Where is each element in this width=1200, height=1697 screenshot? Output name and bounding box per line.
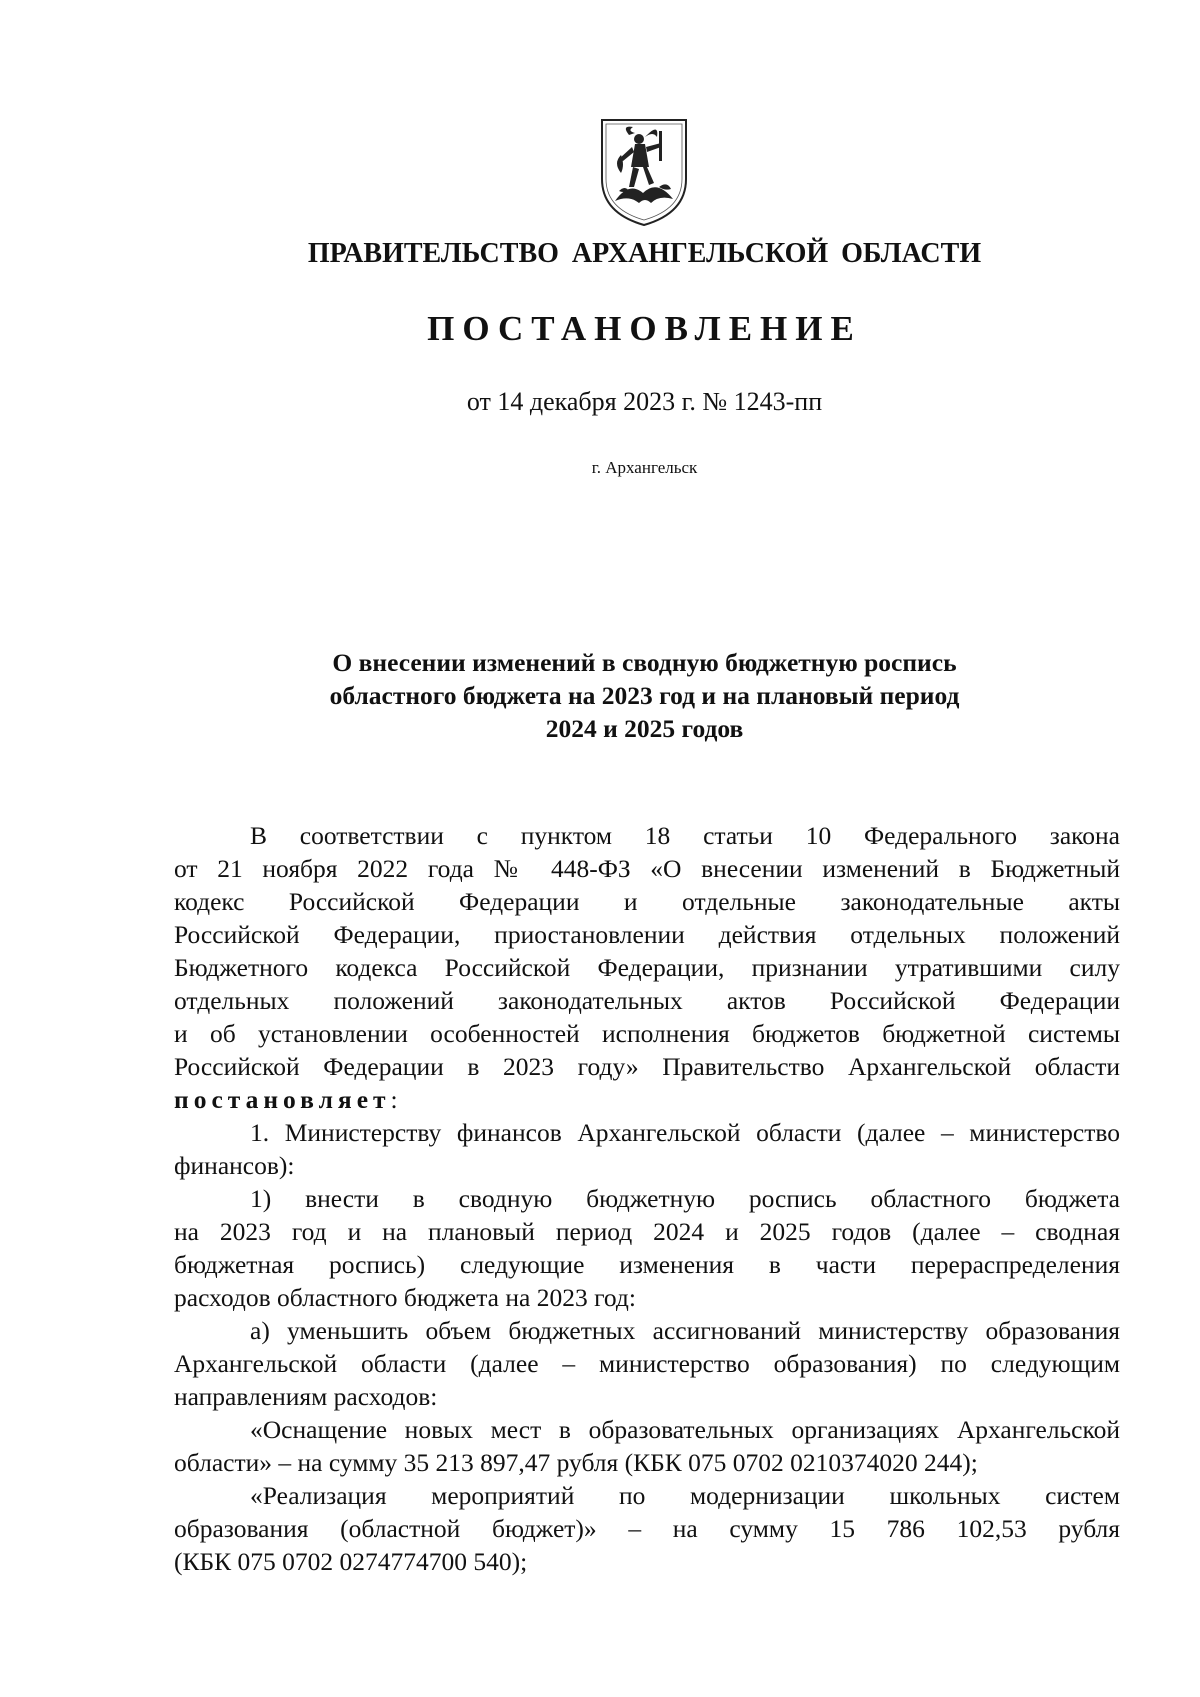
body-line: финансов): <box>174 1151 295 1180</box>
body-line: направлениям расходов: <box>174 1382 438 1411</box>
body-line: 1. Министерству финансов Архангельской области (далее – министерство <box>250 1118 1120 1147</box>
body-line: «Оснащение новых мест в образовательных организациях Архангельской <box>250 1415 1120 1444</box>
body-line: Бюджетного кодекса Российской Федерации, признании утратившими силу <box>174 953 1120 982</box>
body-line: Российской Федерации в 2023 году» Правительство Архангельской области <box>174 1052 1120 1081</box>
body-line: на 2023 год и на плановый период 2024 и 2025 годов (далее – сводная <box>174 1217 1120 1246</box>
body-line: а) уменьшить объем бюджетных ассигнований министерству образования <box>250 1316 1120 1345</box>
body-line: кодекс Российской Федерации и отдельные законодательные акты <box>174 887 1120 916</box>
body-line: области» – на сумму 35 213 897,47 рубля (КБК 075 0702 0210374020 244); <box>174 1448 978 1477</box>
body-line: Российской Федерации, приостановлении действия отдельных положений <box>174 920 1120 949</box>
organization-name: ПРАВИТЕЛЬСТВО АРХАНГЕЛЬСКОЙ ОБЛАСТИ <box>307 238 982 269</box>
body-line: и об установлении особенностей исполнения бюджетов бюджетной системы <box>174 1019 1120 1048</box>
resolves-colon: : <box>390 1085 398 1114</box>
body-line: 1) внести в сводную бюджетную роспись областного бюджета <box>250 1184 1120 1213</box>
body-line: (КБК 075 0702 0274774700 540); <box>174 1547 528 1576</box>
body-line: от 21 ноября 2022 года № 448-ФЗ «О внесении изменений в Бюджетный <box>174 854 1120 883</box>
title-line: О внесении изменений в сводную бюджетную роспись <box>332 648 957 677</box>
resolves-word: постановляет <box>174 1085 391 1114</box>
title-line: 2024 и 2025 годов <box>545 714 744 743</box>
document-date-number: от 14 декабря 2023 г. № 1243-пп <box>466 387 823 416</box>
document-type: ПОСТАНОВЛЕНИЕ <box>427 309 862 348</box>
arkhangelsk-coat-of-arms-icon <box>599 117 689 228</box>
body-line: «Реализация мероприятий по модернизации школьных систем <box>250 1481 1120 1510</box>
body-line: расходов областного бюджета на 2023 год: <box>174 1283 636 1312</box>
body-line: В соответствии с пунктом 18 статьи 10 Федерального закона <box>250 821 1120 850</box>
body-line: Архангельской области (далее – министерство образования) по следующим <box>174 1349 1120 1378</box>
resolution-line <box>174 1083 1120 1116</box>
title-line: областного бюджета на 2023 год и на плановый период <box>329 681 960 710</box>
body-line: образования (областной бюджет)» – на сумму 15 786 102,53 рубля <box>174 1514 1120 1543</box>
document-title <box>0 646 1200 745</box>
body-line: отдельных положений законодательных актов Российской Федерации <box>174 986 1120 1015</box>
body-line: бюджетная роспись) следующие изменения в части перераспределения <box>174 1250 1120 1279</box>
document-city: г. Архангельск <box>591 458 698 477</box>
document-body <box>174 819 1120 1578</box>
